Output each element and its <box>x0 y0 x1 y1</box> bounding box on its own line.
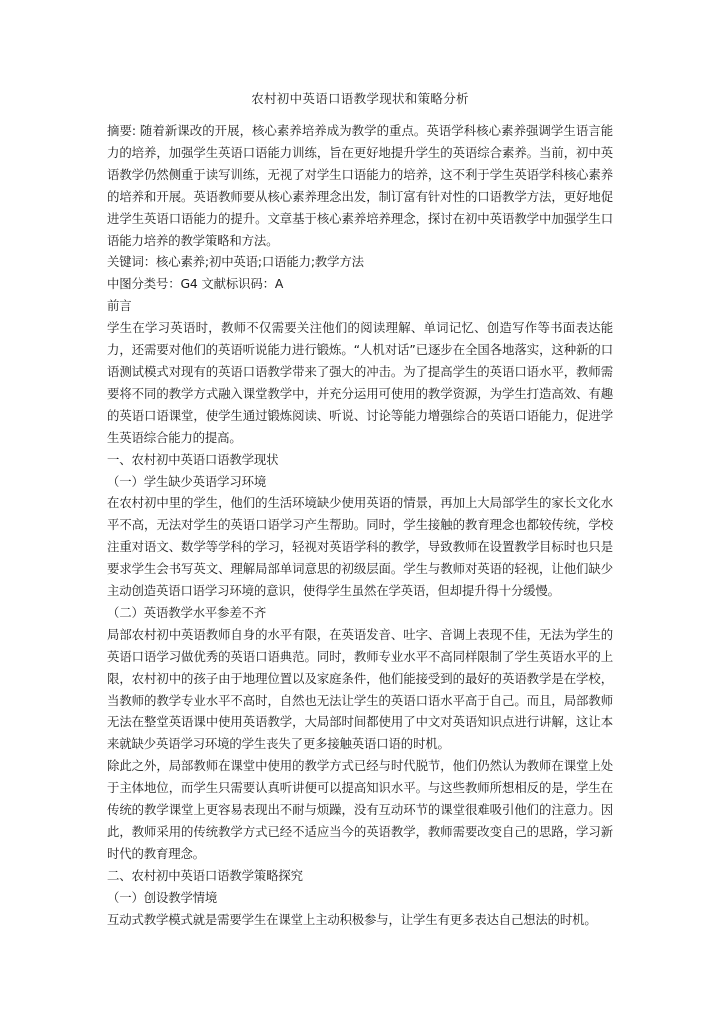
document-title: 农村初中英语口语教学现状和策略分析 <box>251 91 469 106</box>
section-1-sub-1-heading: （一）学生缺少英语学习环境 <box>107 473 267 489</box>
preface-heading: 前言 <box>107 298 132 314</box>
abstract-paragraph: 摘要: 随着新课改的开展，核心素养培养成为教学的重点。英语学科核心素养强调学生语言能力的培养，加强学生英语口语能力训练，旨在更好地提升学生的英语综合素养。当前，初中英语教学仍然侧重于读写训练，无视了对学生口语能力的培养，这不利于学生英语学科核心素养的培养和开展。英语教师要从核心素养理念出发，制订富有针对性的口语教学方法，更好地促进学生英语口语能力的提升。文章基于核心素养培养理念，探讨在初中英语教学中加强学生口语能力培养的教学策略和方法。 <box>107 123 613 248</box>
section-2-sub-1-heading: （一）创设教学情境 <box>107 889 218 905</box>
section-1-sub-2-paragraph-2: 除此之外，局部教师在课堂中使用的教学方式已经与时代脱节，他们仍然认为教师在课堂上处于主体地位，而学生只需要认真听讲便可以提高知识水平。与这些教师所想相反的是，学生在传统的教学课堂上更容易表现出不耐与烦躁，没有互动环节的课堂很难吸引他们的注意力。因此，教师采用的传统教学方式已经不适应当今的英语教学，教师需要改变自己的思路，学习新时代的教育理念。 <box>107 758 613 861</box>
preface-paragraph: 学生在学习英语时，教师不仅需要关注他们的阅读理解、单词记忆、创造写作等书面表达能力，还需要对他们的英语听说能力进行锻炼。“人机对话”已逐步在全国各地落实，这种新的口语测试模式对现有的英语口语教学带来了强大的冲击。为了提高学生的英语口语水平，教师需要将不同的教学方式融入课堂教学中，并充分运用可使用的教学资源，为学生打造高效、有趣的英语口语课堂，使学生通过锻炼阅读、听说、讨论等能力增强综合的英语口语能力，促进学生英语综合能力的提高。 <box>107 320 613 445</box>
keywords-line: 关键词：核心素养;初中英语;口语能力;教学方法 <box>107 254 364 270</box>
section-1-sub-2-paragraph-1: 局部农村初中英语教师自身的水平有限，在英语发音、吐字、音调上表现不佳，无法为学生的英语口语学习做优秀的英语口语典范。同时，教师专业水平不高同样限制了学生英语水平的上限，农村初中的孩子由于地理位置以及家庭条件，他们能接受到的最好的英语教学是在学校，当教师的教学专业水平不高时，自然也无法让学生的英语口语水平高于自己。而且，局部教师无法在整堂英语课中使用英语教学，大局部时间都使用了中文对英语知识点进行讲解，这让本来就缺少英语学习环境的学生丧失了更多接触英语口语的时机。 <box>107 626 613 752</box>
section-1-heading: 一、农村初中英语口语教学现状 <box>107 451 279 467</box>
classification-line: 中图分类号：G4 文献标识码：A <box>107 276 284 292</box>
section-1-sub-2-heading: （二）英语教学水平参差不齐 <box>107 604 267 620</box>
section-1-sub-1-paragraph: 在农村初中里的学生，他们的生活环境缺少使用英语的情景，再加上大局部学生的家长文化水平不高，无法对学生的英语口语学习产生帮助。同时，学生接触的教育理念也都较传统，学校注重对语文、数学等学科的学习，轻视对英语学科的教学，导致教师在设置教学目标时也只是要求学生会书写英文、理解局部单词意思的初级层面。学生与教师对英语的轻视，让他们缺少主动创造英语口语学习环境的意识，使得学生虽然在学英语，但却提升得十分缓慢。 <box>107 495 613 599</box>
section-2-sub-1-paragraph: 互动式教学模式就是需要学生在课堂上主动积极参与，让学生有更多表达自己想法的时机。 <box>107 911 597 927</box>
section-2-heading: 二、农村初中英语口语教学策略探究 <box>107 867 303 883</box>
document-body <box>107 120 613 931</box>
